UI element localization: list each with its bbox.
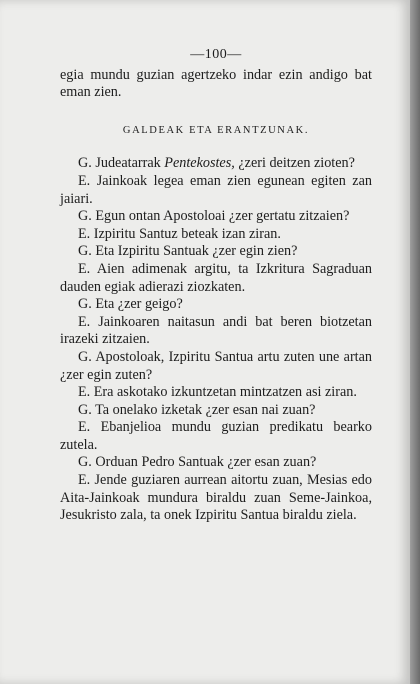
dialogue-text: Eta Izpiritu Santuak ¿zer egin zien? [95, 243, 298, 260]
dialogue-text: Judeatarrak [95, 155, 165, 172]
dialogue-text: Eta ¿zer geigo? [95, 296, 183, 313]
speaker-label: G. [78, 208, 92, 225]
dialogue-line [60, 454, 372, 472]
section-heading: GALDEAK ETA ERANTZUNAK. [122, 124, 310, 136]
dialogue-text: ¿zeri deitzen zioten? [234, 155, 355, 172]
speaker-label: G. [78, 348, 92, 365]
page-content [60, 46, 372, 525]
dialogue-line [60, 208, 372, 226]
dialogue-text: Egun ontan Apostoloai ¿zer gertatu zitzaien? [95, 208, 350, 225]
speaker-label: G. [78, 454, 92, 471]
dialogue-line [60, 419, 372, 454]
page-edge-shadow [410, 0, 420, 684]
speaker-label: E. [78, 384, 91, 401]
dialogue-line [60, 155, 372, 173]
dialogue-line [60, 243, 372, 261]
dialogue-text: Apostoloak, Izpiritu Santua artu zuten une artan ¿zer egin zuten? [60, 348, 372, 383]
speaker-label: G. [78, 155, 92, 172]
speaker-label: G. [78, 401, 92, 418]
dialogue-line [60, 261, 372, 296]
dialogue-text: Orduan Pedro Santuak ¿zer esan zuan? [95, 454, 317, 471]
dialogue-text: Aien adimenak argitu, ta Izkritura Sagraduan dauden egiak adierazi ziozkaten. [60, 260, 372, 295]
speaker-label: E. [78, 172, 91, 189]
speaker-label: G. [78, 243, 92, 260]
dialogue-list [60, 155, 372, 524]
dialogue-line [60, 384, 372, 402]
dialogue-line [60, 349, 372, 384]
speaker-label: E. [78, 225, 91, 242]
page-number: —100— [190, 47, 242, 62]
emphasized-term: Pentekostes, [164, 155, 235, 172]
dialogue-text: Era askotako izkuntzetan mintzatzen asi ziran. [93, 384, 357, 401]
dialogue-text: Izpiritu Santuz beteak izan ziran. [93, 225, 281, 242]
dialogue-text: Ebanjelioa mundu guzian predikatu bearko zutela. [60, 419, 372, 453]
speaker-label: G. [78, 296, 92, 313]
dialogue-line [60, 226, 372, 244]
speaker-label: E. [78, 313, 91, 330]
dialogue-line [60, 173, 372, 208]
dialogue-text: Ta onelako izketak ¿zer esan nai zuan? [95, 401, 316, 418]
dialogue-text: Jende guziaren aurrean aitortu zuan, Mesias edo Aita-Jainkoak mundura biraldu zuan Seme-Jainkoa, Jesukristo zala, ta onek Izpiritu Santua biraldu ziela. [60, 472, 372, 524]
speaker-label: E. [78, 260, 91, 277]
speaker-label: E. [78, 419, 91, 436]
dialogue-text: Jainkoaren naitasun andi bat beren biotzetan irazeki zitzaien. [60, 313, 373, 348]
dialogue-line [60, 472, 372, 525]
dialogue-line [60, 314, 372, 349]
opening-paragraph: egia mundu guzian agertzeko indar ezin andigo bat eman zien. [60, 66, 372, 101]
dialogue-text: Jainkoak legea eman zien egunean egiten zan jaiari. [60, 172, 372, 207]
dialogue-line [60, 402, 372, 420]
speaker-label: E. [78, 472, 91, 489]
dialogue-line [60, 296, 372, 314]
